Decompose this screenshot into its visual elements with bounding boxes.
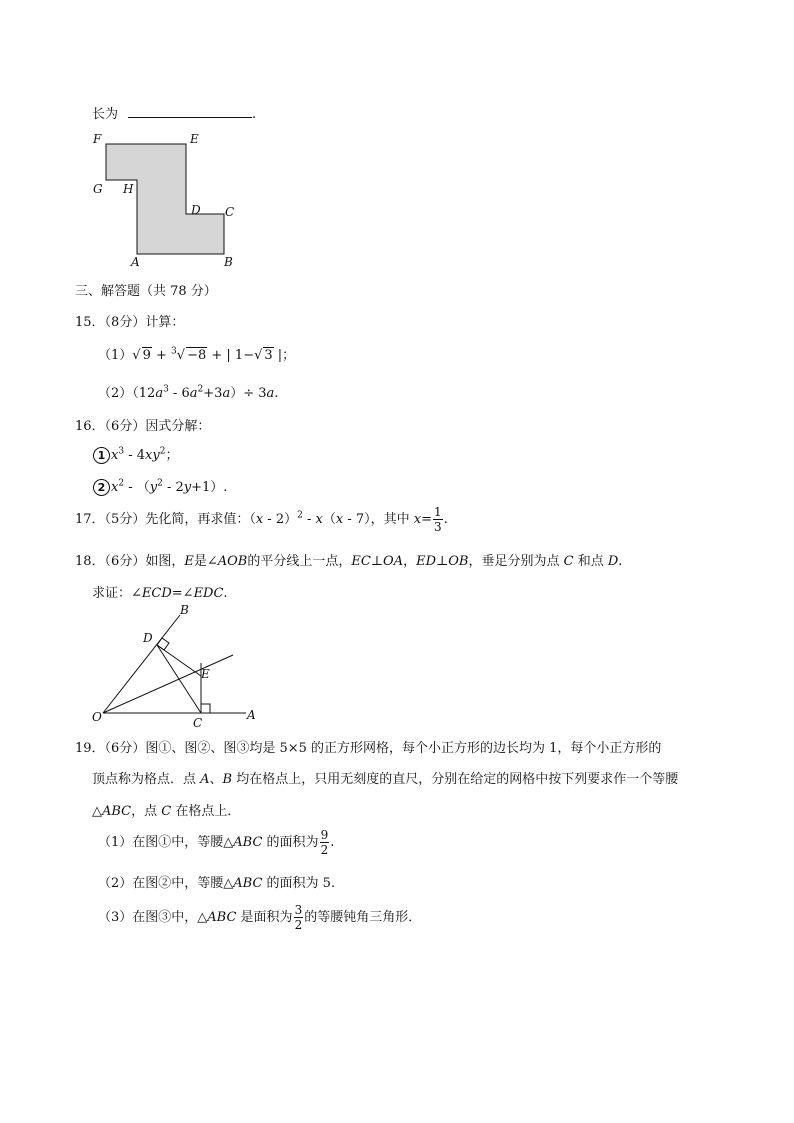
fig14-label-c: C [225,205,235,219]
fig14-label-b: B [224,255,233,269]
fig14-label-h: H [123,182,134,196]
ray-ob [103,615,180,713]
q17: 17．（5分）先化简，再求值：（x - 2）$^2$ - x（x - 7），其中 x= $\frac{1}{3}$ . [75,505,448,534]
circled-number-icon: 2 [93,479,110,496]
bisector-ray [103,655,233,713]
right-angle-mark-c [201,704,210,713]
fig18-label-o: O [92,710,102,724]
q19-line3: △ABC，点 C 在格点上． [92,804,241,819]
fig14-label-d: D [191,203,201,217]
fraction: $\frac{3}{2}$ [294,903,303,932]
q16-part1: 1 $x^3 - 4xy^2$； [93,444,178,464]
fig18-label-d: D [143,631,153,645]
q18-prove: 求证：∠ECD=∠EDC. [92,586,228,601]
q19-sub1: （1）在图①中，等腰△ABC 的面积为 $\frac{9}{2}$ . [98,828,335,857]
fig14-label-f: F [93,132,102,146]
l-shape-polygon [106,144,224,254]
q16-part2: 2 $x^2 - (y^2 - 2y+1)$. [93,476,227,496]
q15-part1: （1）√ 9 + $^3$√ −8 + | 1−√ 3 |； [98,346,296,363]
answer-blank[interactable] [128,105,252,118]
q16-head: 16．（6分）因式分解： [75,419,211,434]
fig14-label-g: G [93,182,103,196]
circled-number-icon: 1 [93,447,110,464]
q15-part2: $(2)(12a^3 - 6a^2+3a)\div 3a$. [98,384,279,401]
section-title: 三、解答题（共 78 分） [75,284,217,299]
fig14-label-e: E [190,132,199,146]
segment-dc [157,645,201,713]
figure-14-l-shape [88,128,248,270]
fig18-label-b: B [180,603,189,617]
q14-answer-line: 长为 . [92,107,257,122]
figure-18-angle-bisector [88,600,268,732]
fig18-label-c: C [193,716,203,730]
q19-sub2: （2）在图②中，等腰△ABC 的面积为 5. [98,876,336,891]
q18-head: 18．（6分）如图，E是∠AOB的平分线上一点，EC⊥OA，ED⊥OB，垂足分别为点 C 和点 D. [75,554,623,569]
fig18-label-e: E [201,667,210,681]
fraction: $\frac{9}{2}$ [320,828,329,857]
fig18-label-a: A [247,708,256,722]
q19-line2: 顶点称为格点．点 A、B 均在格点上，只用无刻度的直尺，分别在给定的网格中按下列要求作一个等腰 [92,772,679,787]
fig14-label-a: A [131,255,140,269]
q19-sub3: （3）在图③中，△ABC 是面积为 $\frac{3}{2}$ 的等腰钝角三角形． [98,903,422,932]
q15-head: 15．（8分）计算： [75,315,185,330]
fraction: $\frac{1}{3}$ [434,505,442,534]
q19-line1: 19．（6分）图①、图②、图③均是 5×5 的正方形网格，每个小正方形的边长均为 1，每个小正方形的 [75,741,662,756]
